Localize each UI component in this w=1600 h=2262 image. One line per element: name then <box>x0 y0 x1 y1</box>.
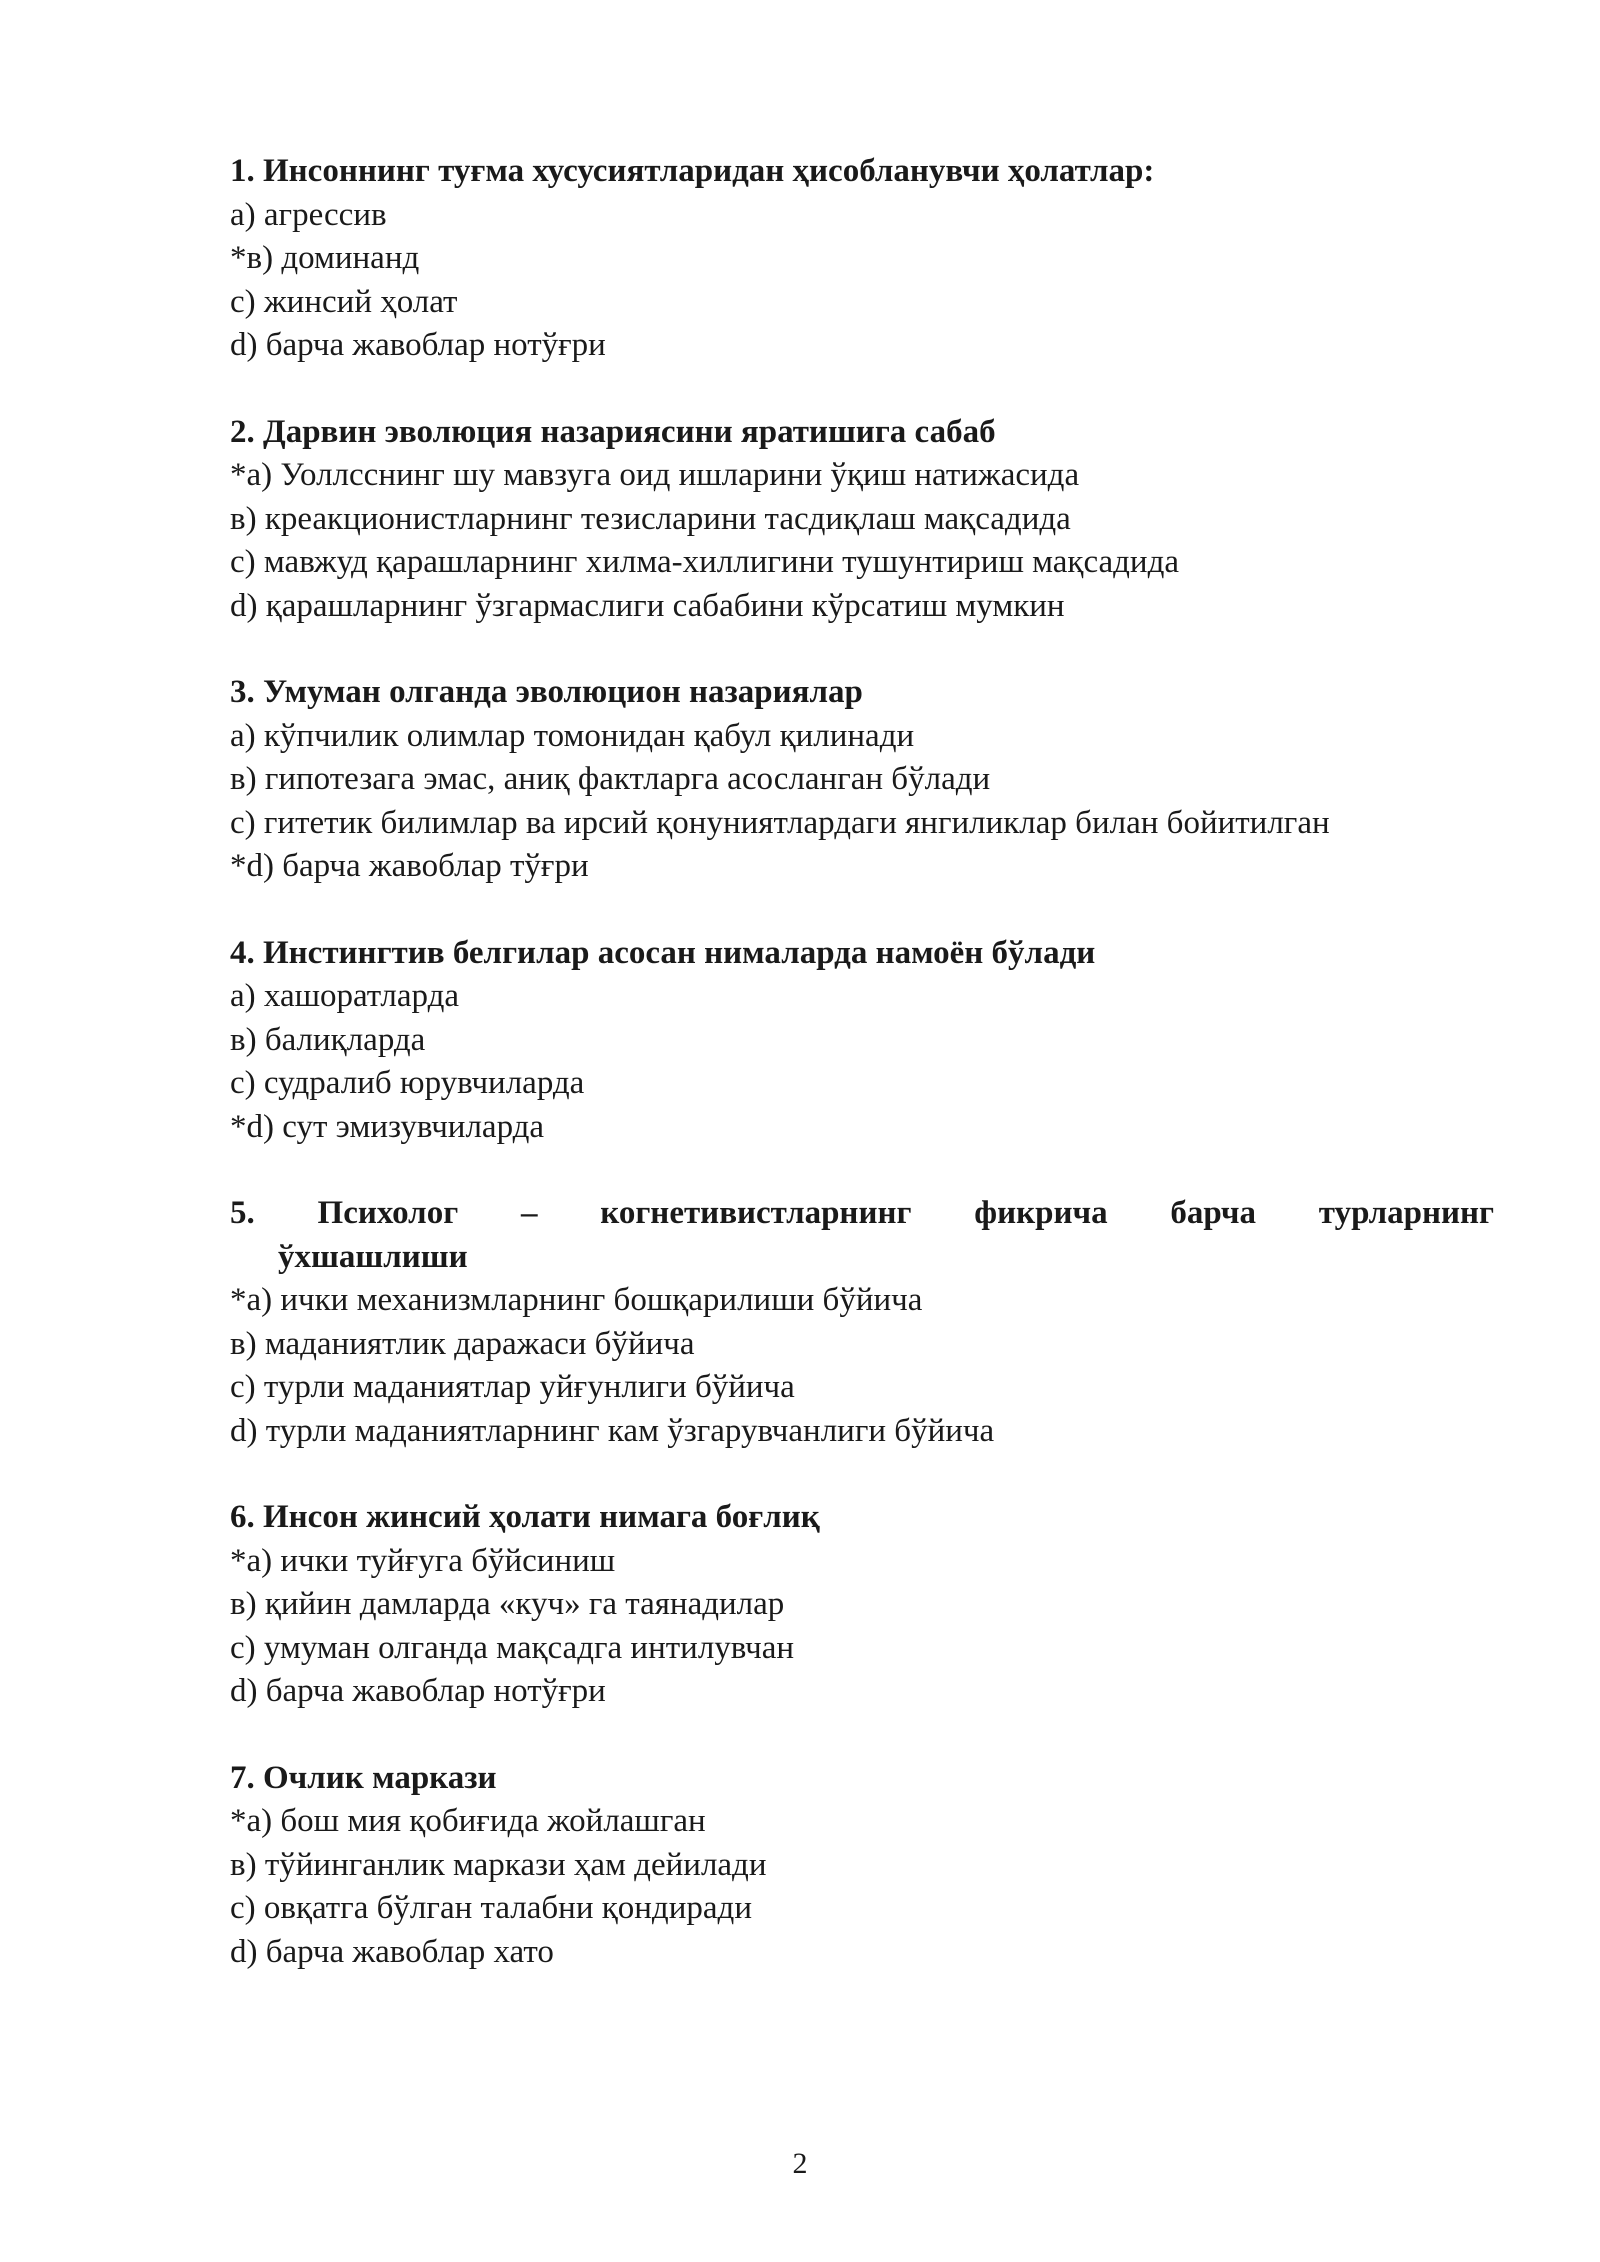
answer-option: в) тўйинганлик маркази ҳам дейилади <box>230 1846 767 1883</box>
question-title: 7. Очлик маркази <box>230 1759 497 1796</box>
answer-option: *в) доминанд <box>230 240 420 276</box>
answer-option: d) барча жавоблар нотўғри <box>230 1673 606 1709</box>
answer-option: с) гитетик билимлар ва ирсий қонуниятлардаги янгиликлар билан бойитилган <box>230 804 1330 841</box>
answer-option: с) судралиб юрувчиларда <box>230 1065 585 1101</box>
question-1 <box>230 150 1494 368</box>
question-4 <box>230 932 1494 1150</box>
page-number: 2 <box>792 2147 808 2180</box>
answer-option: а) агрессив <box>230 196 387 233</box>
answer-option: в) креакционистларнинг тезисларини тасдиқлаш мақсадида <box>230 500 1071 537</box>
answer-option: *d) барча жавоблар тўғри <box>230 848 589 884</box>
question-7 <box>230 1757 1494 1975</box>
answer-option: с) жинсий ҳолат <box>230 283 458 320</box>
question-5 <box>230 1192 1494 1453</box>
answer-option: d) барча жавоблар нотўғри <box>230 327 606 363</box>
answer-option: *а) бош мия қобиғида жойлашган <box>230 1803 706 1839</box>
document-page <box>230 150 1494 2017</box>
answer-option: а) хашоратларда <box>230 978 460 1014</box>
answer-option: а) кўпчилик олимлар томонидан қабул қилинади <box>230 717 915 754</box>
question-title: 2. Дарвин эволюция назариясини яратишига сабаб <box>230 413 996 450</box>
answer-option: в) гипотезага эмас, аниқ фактларга асосланган бўлади <box>230 761 991 797</box>
answer-option: *d) сут эмизувчиларда <box>230 1108 545 1145</box>
answer-option: в) маданиятлик даражаси бўйича <box>230 1325 695 1362</box>
answer-option: d) қарашларнинг ўзгармаслиги сабабини кўрсатиш мумкин <box>230 587 1065 624</box>
answer-option: в) қийин дамларда «куч» га таянадилар <box>230 1586 785 1622</box>
question-title: 5. Психолог – когнетивистларнинг фикрича барча турларнинг <box>230 1195 1494 1231</box>
question-title: 6. Инсон жинсий ҳолати нимага боғлиқ <box>230 1499 820 1535</box>
answer-option: с) овқатга бўлган талабни қондиради <box>230 1890 752 1926</box>
answer-option: с) умуман олганда мақсадга интилувчан <box>230 1629 795 1666</box>
answer-option: в) балиқларда <box>230 1021 426 1058</box>
question-2 <box>230 411 1494 629</box>
answer-option: с) турли маданиятлар уйғунлиги бўйича <box>230 1369 795 1405</box>
answer-option: *а) ички туйғуга бўйсиниш <box>230 1542 616 1579</box>
answer-option: с) мавжуд қарашларнинг хилма-хиллигини тушунтириш мақсадида <box>230 544 1180 580</box>
answer-option: d) барча жавоблар хато <box>230 1933 554 1970</box>
question-6 <box>230 1496 1494 1714</box>
answer-option: *а) Уоллсснинг шу мавзуга оид ишларини ўқиш натижасида <box>230 457 1080 493</box>
question-title: 3. Умуман олганда эволюцион назариялар <box>230 674 863 710</box>
answer-option: *а) ички механизмларнинг бошқарилиши бўйича <box>230 1282 923 1318</box>
question-title-continuation: ўхшашлиши <box>278 1238 468 1275</box>
question-3 <box>230 671 1494 889</box>
question-title: 1. Инсоннинг туғма хусусиятларидан ҳисобланувчи ҳолатлар: <box>230 153 1155 189</box>
question-title: 4. Инстингтив белгилар асосан нималарда намоён бўлади <box>230 934 1096 971</box>
answer-option: d) турли маданиятларнинг кам ўзгарувчанлиги бўйича <box>230 1412 995 1449</box>
